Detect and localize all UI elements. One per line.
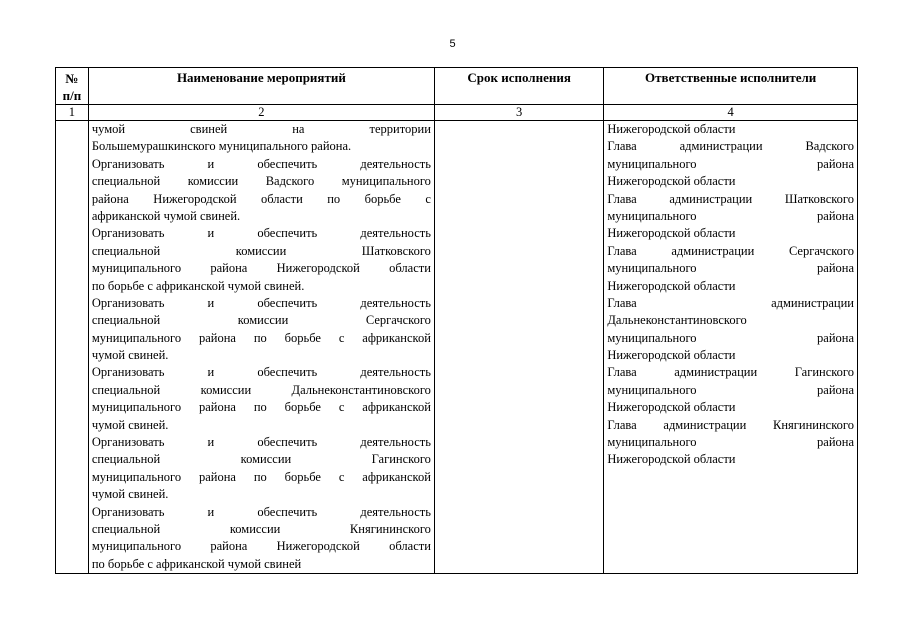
responsible-text-line: муниципального района [607,156,854,171]
measure-text-line: Организовать и обеспечить деятельность [91,156,431,171]
column-number-3: 3 [434,105,603,121]
responsible-text-line: Глава администрации Гагинского [607,365,854,380]
responsible-text-line: муниципального района [607,261,854,276]
term-cell [434,121,603,574]
measure-text-line: муниципального района по борьбе с африканской [91,469,431,484]
column-number-row [56,105,858,121]
header-row [56,68,858,105]
responsible-text-line: Глава администрации Шатковского [607,191,854,206]
responsible-cell [604,121,858,574]
measure-text-line: специальной комиссии Вадского муниципального [91,174,431,189]
header-name: Наименование мероприятий [88,68,434,105]
measure-text-line: Организовать и обеспечить деятельность [91,226,431,241]
measure-text-line: чумой свиней. [91,487,169,502]
measure-text-line: африканской чумой свиней. [91,208,241,223]
measure-text-line: по борьбе с африканской чумой свиней. [91,278,305,293]
measure-text-line: специальной комиссии Сергачского [91,313,431,328]
header-responsible: Ответственные исполнители [604,68,858,105]
measure-text-line: Организовать и обеспечить деятельность [91,295,431,310]
responsible-text-line: Глава администрации Вадского [607,139,854,154]
measure-name-cell [88,121,434,574]
responsible-text-line: Глава администрации Княгининского [607,417,854,432]
responsible-text-line: Нижегородской области [607,278,736,293]
page-number: 5 [449,38,456,50]
measure-text-line: муниципального района Нижегородской области [91,539,431,554]
responsible-text-line: Глава администрации [607,295,854,310]
measure-text-line: чумой свиней. [91,348,169,363]
responsible-text-line: Нижегородской области [607,174,736,189]
responsible-text-line: Нижегородской области [607,452,736,467]
measure-text-line: Организовать и обеспечить деятельность [91,435,431,450]
measure-text-line: Большемурашкинского муниципального района. [91,139,352,154]
measures-table [55,67,858,574]
measure-text-line: специальной комиссии Княгининского [91,521,431,536]
responsible-text-line: Нижегородской области [607,226,736,241]
column-number-2: 2 [88,105,434,121]
measure-text-line: по борьбе с африканской чумой свиней [91,556,302,571]
responsible-text-line: Дальнеконстантиновского [607,313,747,328]
measure-text-line: специальной комиссии Гагинского [91,452,431,467]
header-num: № п/п [56,68,89,105]
column-number-4: 4 [604,105,858,121]
measure-text-line: специальной комиссии Шатковского [91,243,431,258]
row-num-cell [56,121,89,574]
responsible-text-line: Нижегородской области [607,400,736,415]
responsible-text-line: Нижегородской области [607,348,736,363]
measure-text-line: чумой свиней. [91,417,169,432]
header-term: Срок исполнения [434,68,603,105]
column-number-1: 1 [56,105,89,121]
measure-text-line: муниципального района Нижегородской области [91,261,431,276]
measure-text-line: Организовать и обеспечить деятельность [91,504,431,519]
responsible-text-line: Глава администрации Сергачского [607,243,854,258]
responsible-text-line: муниципального района [607,330,854,345]
responsible-text-line: муниципального района [607,435,854,450]
table-row [56,121,858,574]
measure-text-line: муниципального района по борьбе с африканской [91,400,431,415]
measure-text-line: района Нижегородской области по борьбе с [91,191,431,206]
responsible-text-line: муниципального района [607,382,854,397]
responsible-text-line: Нижегородской области [607,122,736,136]
responsible-text-line: муниципального района [607,208,854,223]
measure-text-line: муниципального района по борьбе с африканской [91,330,431,345]
measure-text-line: специальной комиссии Дальнеконстантиновского [91,382,431,397]
measure-text-line: Организовать и обеспечить деятельность [91,365,431,380]
measure-text-line: чумой свиней на территории [91,122,431,136]
